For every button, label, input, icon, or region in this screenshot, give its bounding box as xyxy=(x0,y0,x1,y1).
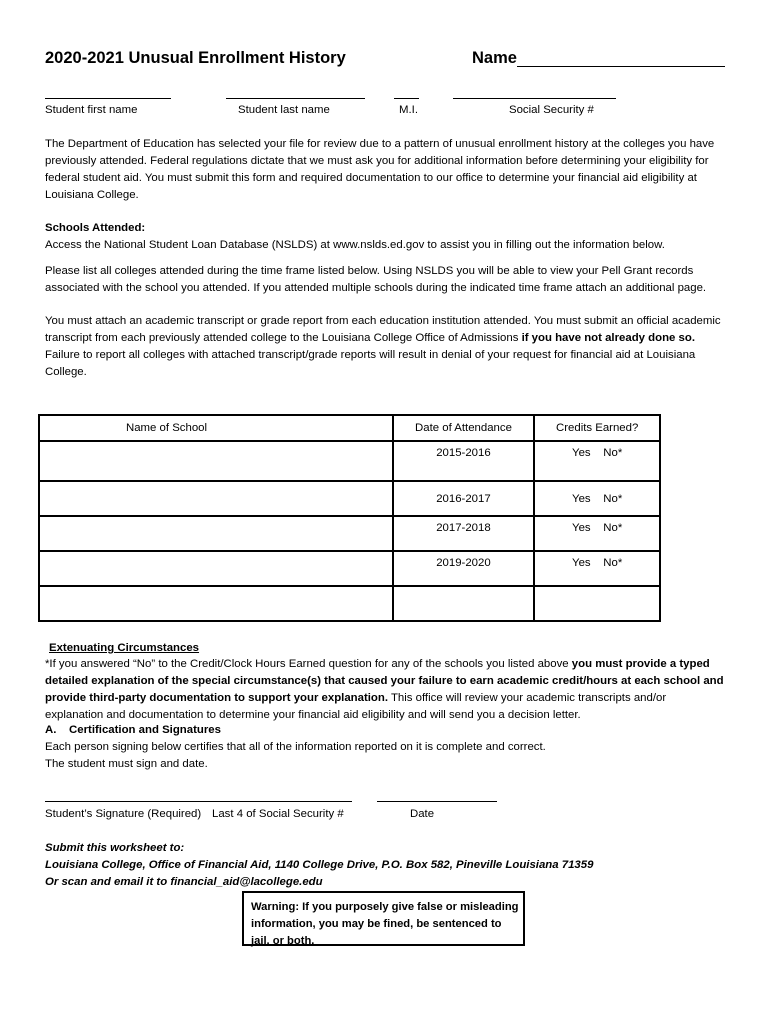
transcript-text-2: Failure to report all colleges with attached transcript/grade reports will result in denial of your request for financial aid at Louisiana College. xyxy=(45,349,696,378)
table-row xyxy=(39,481,660,516)
warning-box: Warning: If you purposely give false or misleading information, you may be fined, be sentenced to jail, or both. xyxy=(242,891,525,946)
extenuating-text-2: This office will review your academic transcripts and/or explanation and documentation to determine your financial aid eligibility and will send you a decision letter. xyxy=(45,692,667,721)
school-name-cell[interactable] xyxy=(39,586,393,621)
header-name-of-school: Name of School xyxy=(39,415,393,441)
transcript-text-bold: if you have not already done so. xyxy=(521,332,695,344)
nslds-instructions: Access the National Student Loan Database (NSLDS) at www.nslds.ed.gov to assist you in filling out the information below. xyxy=(45,239,665,251)
first-name-label: Student first name xyxy=(45,104,138,116)
form-title: 2020-2021 Unusual Enrollment History xyxy=(45,49,346,67)
date-line[interactable] xyxy=(377,801,497,802)
school-name-cell[interactable] xyxy=(39,481,393,516)
date-label: Date xyxy=(410,808,435,820)
submit-address: Louisiana College, Office of Financial Aid, 1140 College Drive, P.O. Box 582, Pineville Louisiana 71359 xyxy=(45,859,594,871)
student-signature-label: Student’s Signature (Required) xyxy=(45,808,202,820)
schools-heading: Schools Attended: xyxy=(45,222,146,234)
table-row xyxy=(39,586,660,621)
table-row xyxy=(39,441,660,481)
extenuating-paragraph xyxy=(45,656,727,724)
credits-cell[interactable]: Yes No* xyxy=(534,441,660,481)
date-cell: 2017-2018 xyxy=(393,516,535,551)
intro-paragraph: The Department of Education has selected your file for review due to a pattern of unusual enrollment history at the colleges you have previously attended. Federal regulations dictate that we must ask you for additional information before determining your eligibility for federal student aid. You must submit this form and required documentation to our office to determine your financial aid eligibility at Louisiana College. xyxy=(45,138,715,201)
ssn-line[interactable] xyxy=(453,98,616,99)
date-cell: 2015-2016 xyxy=(393,441,535,481)
certification-heading: A. Certification and Signatures xyxy=(45,724,221,736)
certification-line-1: Each person signing below certifies that all of the information reported on it is complete and correct. xyxy=(45,741,546,753)
credits-cell[interactable]: Yes No* xyxy=(534,551,660,586)
extenuating-text-1: *If you answered “No” to the Credit/Clock Hours Earned question for any of the schools you listed above xyxy=(45,658,572,670)
ssn-label: Social Security # xyxy=(509,104,594,116)
last-name-line[interactable] xyxy=(226,98,365,99)
name-label: Name xyxy=(472,49,517,67)
credits-cell[interactable] xyxy=(534,586,660,621)
school-name-cell[interactable] xyxy=(39,551,393,586)
mi-line[interactable] xyxy=(394,98,419,99)
school-name-cell[interactable] xyxy=(39,441,393,481)
date-cell: 2016-2017 xyxy=(393,481,535,516)
last-name-label: Student last name xyxy=(238,104,330,116)
mi-label: M.I. xyxy=(399,104,418,116)
credits-cell[interactable]: Yes No* xyxy=(534,481,660,516)
extenuating-text-bold: you must provide a typed detailed explanation of the special circumstance(s) that caused your failure to earn academic credit/hours at each school and provide third-party documentation to support your explanation. xyxy=(45,658,724,704)
header-date-of-attendance: Date of Attendance xyxy=(393,415,535,441)
ssn-last4-label: Last 4 of Social Security # xyxy=(212,808,344,820)
school-name-cell[interactable] xyxy=(39,516,393,551)
schools-table xyxy=(38,414,661,622)
list-instructions: Please list all colleges attended during the time frame listed below. Using NSLDS you will be able to view your Pell Grant records associated with the school you attended. If you attended multiple schools during the indicated time frame attach an additional page. xyxy=(45,265,707,294)
table-row xyxy=(39,516,660,551)
certification-line-2: The student must sign and date. xyxy=(45,758,208,770)
table-header-row xyxy=(39,415,660,441)
first-name-line[interactable] xyxy=(45,98,171,99)
submit-heading: Submit this worksheet to: xyxy=(45,842,185,854)
transcript-paragraph xyxy=(45,313,723,381)
header-credits-earned: Credits Earned? xyxy=(534,415,660,441)
date-cell[interactable] xyxy=(393,586,535,621)
transcript-text-1: You must attach an academic transcript or grade report from each education institution attended. You must submit an official academic transcript from each previously attended college to the Louisiana College Office of Admissions xyxy=(45,315,721,344)
table-row xyxy=(39,551,660,586)
submit-email: Or scan and email it to financial_aid@lacollege.edu xyxy=(45,876,323,888)
extenuating-heading: Extenuating Circumstances xyxy=(49,642,200,654)
name-underline[interactable] xyxy=(517,66,725,67)
date-cell: 2019-2020 xyxy=(393,551,535,586)
signature-line[interactable] xyxy=(45,801,352,802)
credits-cell[interactable]: Yes No* xyxy=(534,516,660,551)
